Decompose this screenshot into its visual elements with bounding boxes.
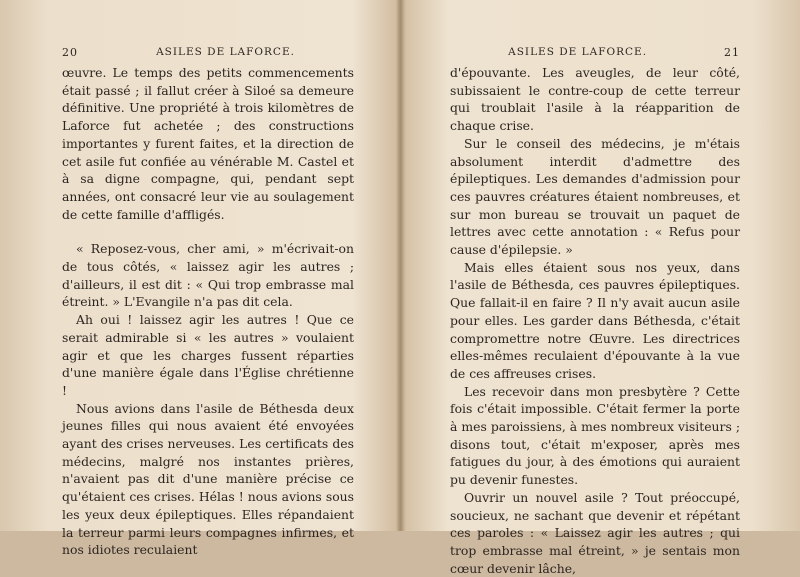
right-running-head: [450, 46, 740, 64]
book-gutter: [396, 0, 406, 531]
right-page-number: 21: [724, 46, 740, 59]
left-page-number: 20: [62, 46, 78, 59]
right-paragraph: Ouvrir un nouvel asile ? Tout préoccupé, soucieux, ne sachant que devenir et répétant ces paroles : « Laissez agir les autres ; qui trop embrasse mal étreint, » je sentais mon cœur devenir lâche,: [450, 489, 740, 576]
right-paragraph: d'épouvante. Les aveugles, de leur côté, subissaient le contre-coup de cette terreur qui troublait l'asile à la réapparition de chaque crise.: [450, 65, 740, 134]
right-paragraph: Sur le conseil des médecins, je m'étais absolument interdit d'admettre des épileptiques. Les demandes d'admission pour ces pauvres créatures étaient nombreuses, et sur mon bureau se trouvait un paquet de lettres avec cette annotation : « Refus pour cause d'épilepsie. »: [450, 135, 740, 258]
right-paragraph: Mais elles étaient sous nos yeux, dans l'asile de Béthesda, ces pauvres épileptiques. Que fallait-il en faire ? Il n'y avait aucun asile pour elles. Les garder dans Béthesda, c'était compromettre notre Œuvre. Les directrices elles-mêmes reculaient d'épouvante à la vue de ces affreuses crises.: [450, 259, 740, 381]
left-paragraph: « Reposez-vous, cher ami, » m'écrivait-on de tous côtés, « laissez agir les autres ; d'ailleurs, il est dit : « Qui trop embrasse mal étreint. » L'Evangile n'a pas dit cela.: [62, 241, 354, 310]
left-running-head: [62, 46, 354, 64]
left-page: [62, 46, 354, 559]
left-paragraph: œuvre. Le temps des petits commencements était passé ; il fallut créer à Siloé sa demeure définitive. Une propriété à trois kilomètres de Laforce fut achetée ; des constructions importantes y furent faites, et la direction de cet asile fut confiée au vénérable M. Castel et à sa digne compagne, qui, pendant sept années, ont consacré leur vie au soulagement de cette famille d'affligés.: [62, 65, 354, 222]
right-paragraph: Les recevoir dans mon presbytère ? Cette fois c'était impossible. C'était fermer la porte à mes paroissiens, à mes nombreux visiteurs ; disons tout, c'était m'exposer, après mes fatigues du jour, à des émotions qui auraient pu devenir funestes.: [450, 383, 740, 488]
right-body-text: [450, 64, 740, 577]
right-page: [450, 46, 740, 577]
paragraph-gap: [62, 223, 354, 240]
left-body-text: [62, 64, 354, 559]
left-running-title: ASILES DE LAFORCE.: [156, 46, 295, 58]
left-paragraph: Ah oui ! laissez agir les autres ! Que ce serait admirable si « les autres » voulaient agir et que les charges fussent réparties d'une manière égale dans l'Église chrétienne !: [62, 312, 354, 398]
left-paragraph: Nous avions dans l'asile de Béthesda deux jeunes filles qui nous avaient été envoyées ayant des crises nerveuses. Les certificats des médecins, malgré nos instantes prières, n'avaient pas dit d'une manière précise ce qu'étaient ces crises. Hélas ! nous avions sous les yeux deux épileptiques. Elles répandaient la terreur parmi leurs compagnes infirmes, et nos idiotes reculaient: [62, 400, 354, 558]
right-running-title: ASILES DE LAFORCE.: [508, 46, 648, 58]
